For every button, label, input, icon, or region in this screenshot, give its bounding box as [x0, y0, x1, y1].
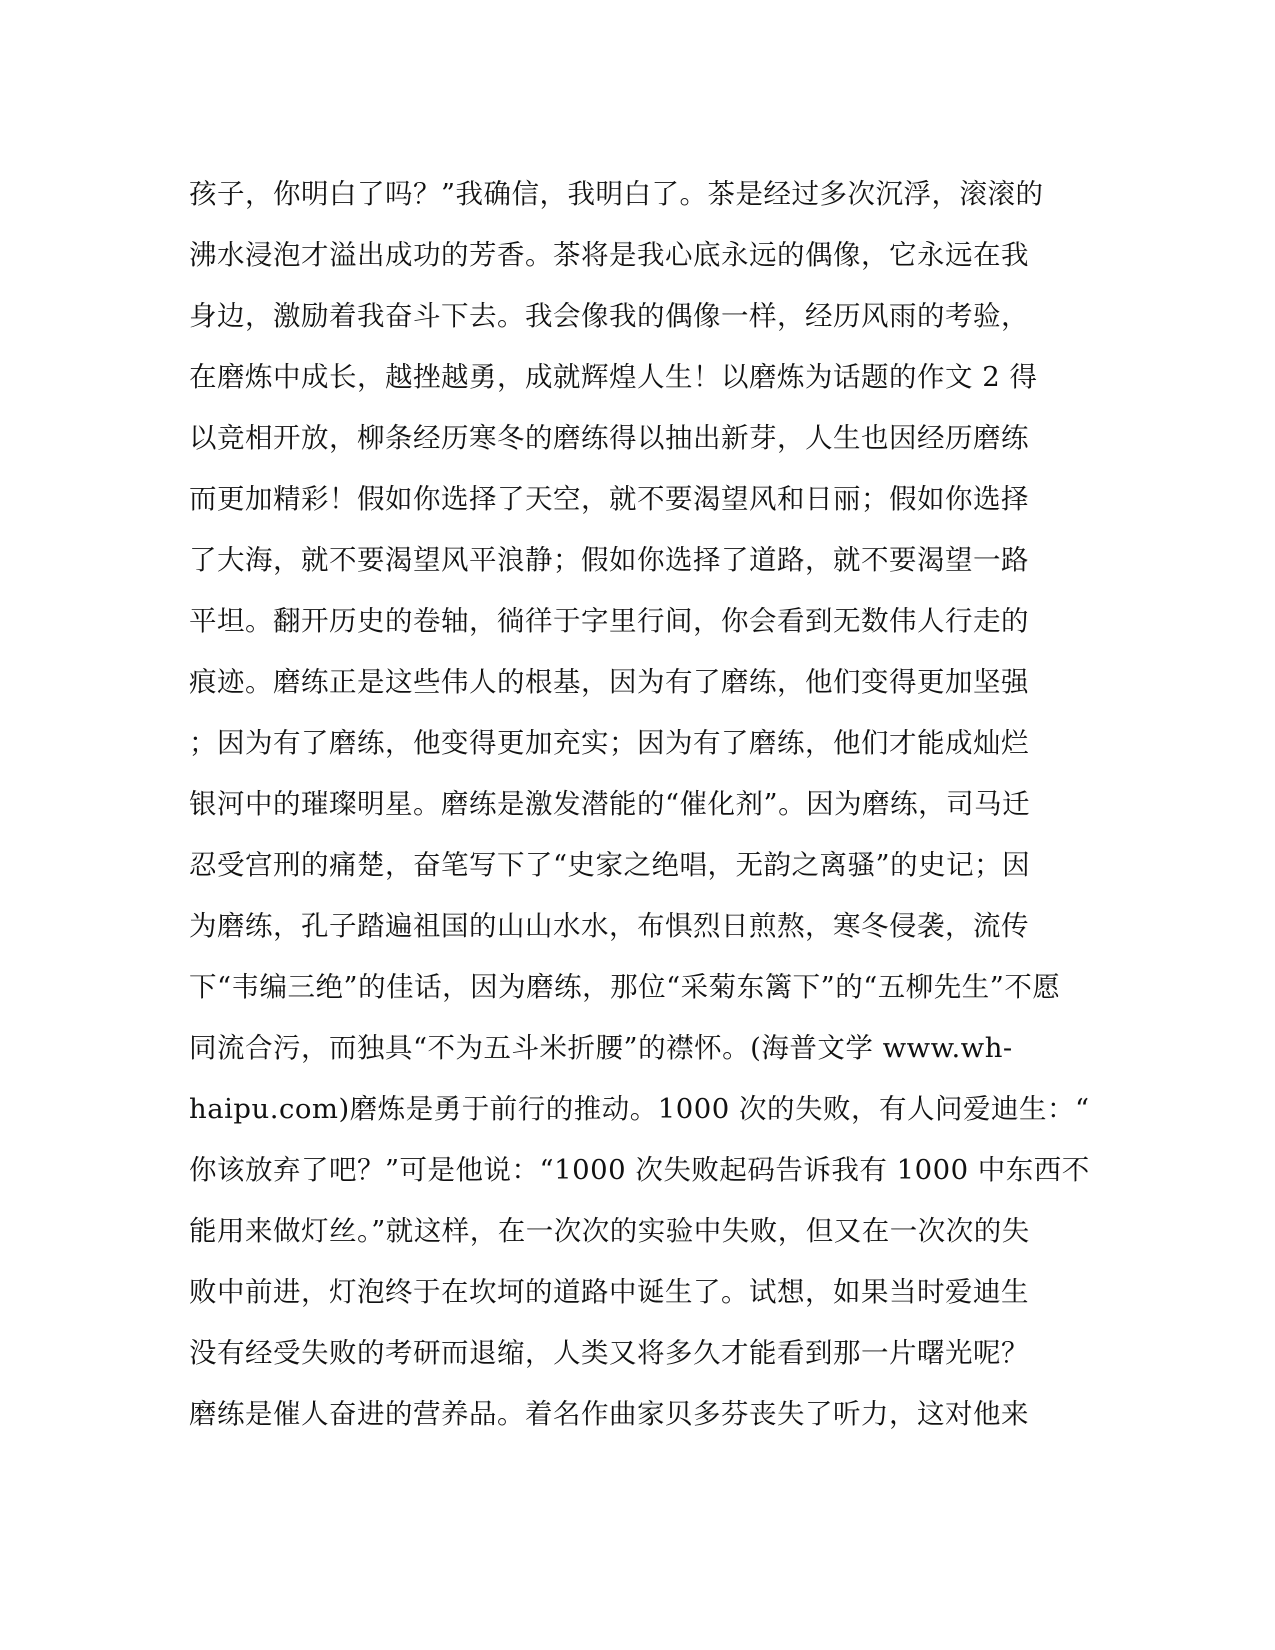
- text-line: 你该放弃了吧？”可是他说：“1000 次失败起码告诉我有 1000 中东西不: [189, 1154, 1090, 1186]
- text-line: 同流合污，而独具“不为五斗米折腰”的襟怀。(海普文学 www.wh-: [189, 1032, 1013, 1064]
- text-line: 忍受宫刑的痛楚，奋笔写下了“史家之绝唱，无韵之离骚”的史记；因: [189, 849, 1031, 881]
- text-line: ；因为有了磨练，他变得更加充实；因为有了磨练，他们才能成灿烂: [189, 727, 1029, 759]
- text-line: 在磨炼中成长，越挫越勇，成就辉煌人生！以磨炼为话题的作文 2 得: [189, 361, 1038, 393]
- text-line: 孩子，你明白了吗？”我确信，我明白了。茶是经过多次沉浮，滚滚的: [189, 178, 1044, 210]
- text-line: 平坦。翻开历史的卷轴，徜徉于字里行间，你会看到无数伟人行走的: [189, 605, 1029, 637]
- text-line: 能用来做灯丝。”就这样，在一次次的实验中失败，但又在一次次的失: [189, 1215, 1030, 1247]
- text-line: 身边，激励着我奋斗下去。我会像我的偶像一样，经历风雨的考验，: [189, 300, 1029, 332]
- text-line: 败中前进，灯泡终于在坎坷的道路中诞生了。试想，如果当时爱迪生: [189, 1276, 1029, 1308]
- text-line: 了大海，就不要渴望风平浪静；假如你选择了道路，就不要渴望一路: [189, 544, 1029, 576]
- text-line: 而更加精彩！假如你选择了天空，就不要渴望风和日丽；假如你选择: [189, 483, 1029, 515]
- text-line: 没有经受失败的考研而退缩，人类又将多久才能看到那一片曙光呢？: [189, 1337, 1029, 1369]
- text-line: 痕迹。磨练正是这些伟人的根基，因为有了磨练，他们变得更加坚强: [189, 666, 1029, 698]
- text-line: 沸水浸泡才溢出成功的芳香。茶将是我心底永远的偶像，它永远在我: [189, 239, 1029, 271]
- text-line: haipu.com)磨炼是勇于前行的推动。1000 次的失败，有人问爱迪生：“: [189, 1093, 1090, 1125]
- text-line: 银河中的璀璨明星。磨练是激发潜能的“催化剂”。因为磨练，司马迁: [189, 788, 1031, 820]
- essay-text: [189, 164, 1089, 1445]
- text-line: 下“韦编三绝”的佳话，因为磨练，那位“采菊东篱下”的“五柳先生”不愿: [189, 971, 1061, 1003]
- text-line: 为磨练，孔子踏遍祖国的山山水水，布惧烈日煎熬，寒冬侵袭，流传: [189, 910, 1029, 942]
- text-line: 以竞相开放，柳条经历寒冬的磨练得以抽出新芽，人生也因经历磨练: [189, 422, 1029, 454]
- text-line: 磨练是催人奋进的营养品。着名作曲家贝多芬丧失了听力，这对他来: [189, 1398, 1029, 1430]
